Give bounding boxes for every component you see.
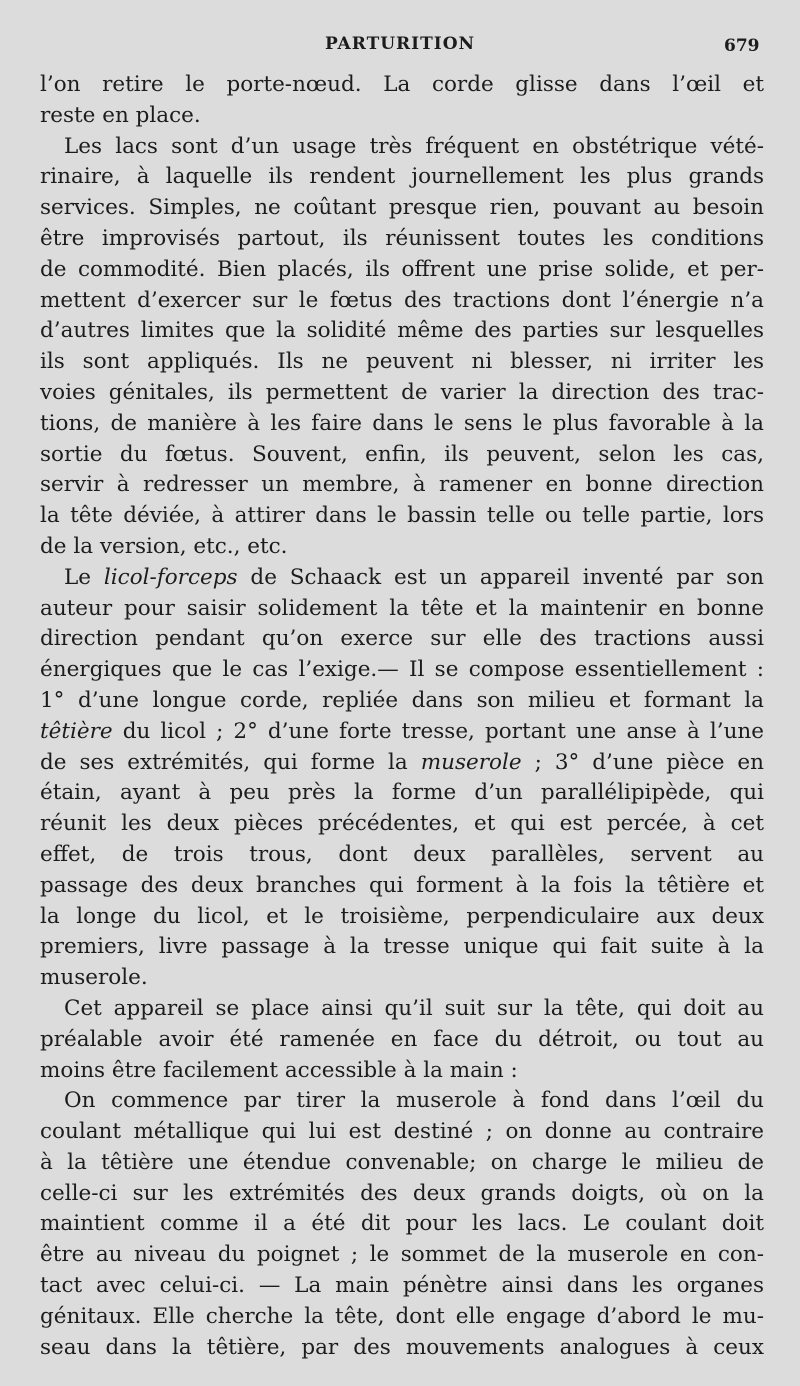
line-text: de commodité. Bien placés, ils offrent une prise solide, et per- (40, 256, 764, 282)
text-line (40, 963, 764, 994)
text-line (40, 70, 764, 101)
line-text-after: ; 3° d’une pièce en (521, 749, 764, 775)
line-text: auteur pour saisir solidement la tête et la maintenir en bonne (40, 595, 764, 621)
italic-term: muserole (420, 749, 522, 775)
text-line (40, 748, 764, 779)
line-text: Le (64, 564, 104, 590)
text-line (40, 255, 764, 286)
text-line (40, 1333, 764, 1364)
line-text: muserole. (40, 965, 148, 991)
line-text: la tête déviée, à attirer dans le bassin telle ou telle partie, lors (40, 503, 764, 529)
line-text: rinaire, à laquelle ils rendent journellement les plus grands (40, 164, 764, 190)
line-text: énergiques que le cas l’exige.— Il se compose essentiellement : (40, 657, 764, 683)
line-text: mettent d’exercer sur le fœtus des tractions dont l’énergie n’a (40, 287, 764, 313)
text-line (40, 594, 764, 625)
line-text: premiers, livre passage à la tresse unique qui fait suite à la (40, 934, 764, 960)
text-line (40, 1240, 764, 1271)
line-text: servir à redresser un membre, à ramener en bonne direction (40, 472, 764, 498)
text-line (40, 316, 764, 347)
line-text: l’on retire le porte-nœud. La corde glisse dans l’œil et (40, 72, 764, 97)
text-line (40, 224, 764, 255)
line-text: celle-ci sur les extrémités des deux grands doigts, où on la (40, 1180, 764, 1206)
line-text: reste en place. (40, 102, 201, 128)
line-text: maintient comme il a été dit pour les lacs. Le coulant doit (40, 1211, 764, 1237)
text-line (40, 470, 764, 501)
text-line (40, 101, 764, 132)
line-text: à la têtière une étendue convenable; on charge le milieu de (40, 1149, 764, 1175)
running-title: PARTURITION (325, 34, 476, 54)
text-line (40, 809, 764, 840)
line-text: coulant métallique qui lui est destiné ; on donne au contraire (40, 1119, 764, 1145)
text-line (40, 1302, 764, 1333)
line-text: génitaux. Elle cherche la tête, dont elle engage d’abord le mu- (40, 1303, 764, 1329)
text-line (40, 286, 764, 317)
line-text: étain, ayant à peu près la forme d’un parallélipipède, qui (40, 780, 764, 806)
line-text-after: de Schaack est un appareil inventé par son (237, 564, 764, 590)
text-line (40, 902, 764, 933)
italic-term: licol-forceps (103, 564, 238, 590)
line-text: services. Simples, ne coûtant presque rien, pouvant au besoin (40, 195, 764, 221)
text-line (40, 1086, 764, 1117)
line-text: la longe du licol, et le troisième, perpendiculaire aux deux (40, 903, 764, 929)
text-line (40, 378, 764, 409)
page-number: 679 (724, 36, 760, 56)
line-text: réunit les deux pièces précédentes, et qui est percée, à cet (40, 811, 764, 837)
text-line (40, 655, 764, 686)
line-text: d’autres limites que la solidité même des parties sur lesquelles (40, 318, 764, 344)
line-text: passage des deux branches qui forment à la fois la têtière et (40, 872, 764, 898)
text-line (40, 717, 764, 748)
text-line (40, 132, 764, 163)
line-text: être improvisés partout, ils réunissent toutes les conditions (40, 225, 764, 251)
line-text: Les lacs sont d’un usage très fréquent en obstétrique vété- (64, 133, 764, 159)
text-line (40, 686, 764, 717)
text-line (40, 1025, 764, 1056)
italic-term: têtière (40, 718, 113, 744)
running-head (0, 34, 800, 58)
line-text: préalable avoir été ramenée en face du détroit, ou tout au (40, 1026, 764, 1052)
text-line (40, 1209, 764, 1240)
text-line (40, 501, 764, 532)
text-line (40, 778, 764, 809)
line-text: effet, de trois trous, dont deux parallèles, servent au (40, 841, 764, 867)
line-text: être au niveau du poignet ; le sommet de la muserole en con- (40, 1242, 764, 1268)
text-line (40, 871, 764, 902)
text-line (40, 409, 764, 440)
line-text: voies génitales, ils permettent de varier la direction des trac- (40, 379, 764, 405)
line-text: moins être facilement accessible à la main : (40, 1057, 518, 1083)
line-text: Cet appareil se place ainsi qu’il suit sur la tête, qui doit au (64, 995, 764, 1021)
line-text: de ses extrémités, qui forme la (40, 749, 421, 775)
text-line (40, 347, 764, 378)
line-text: 1° d’une longue corde, repliée dans son milieu et formant la (40, 687, 764, 713)
text-line (40, 193, 764, 224)
text-line (40, 840, 764, 871)
text-line (40, 994, 764, 1025)
line-text: On commence par tirer la muserole à fond dans l’œil du (64, 1088, 764, 1114)
text-line (40, 162, 764, 193)
line-text: seau dans la têtière, par des mouvements analogues à ceux (40, 1334, 764, 1360)
text-line (40, 1271, 764, 1302)
text-line (40, 624, 764, 655)
text-line (40, 1056, 764, 1087)
text-line (40, 1117, 764, 1148)
text-line (40, 440, 764, 471)
text-line (40, 563, 764, 594)
line-text: tact avec celui-ci. — La main pénètre ainsi dans les organes (40, 1273, 764, 1299)
line-text-after: du licol ; 2° d’une forte tresse, portant une anse à l’une (112, 718, 764, 744)
line-text: direction pendant qu’on exerce sur elle des tractions aussi (40, 626, 764, 652)
body-text (40, 70, 764, 1363)
line-text: ils sont appliqués. Ils ne peuvent ni blesser, ni irriter les (40, 349, 764, 375)
text-line (40, 932, 764, 963)
text-line (40, 532, 764, 563)
text-line (40, 1179, 764, 1210)
line-text: de la version, etc., etc. (40, 533, 288, 559)
line-text: tions, de manière à les faire dans le sens le plus favorable à la (40, 410, 764, 436)
line-text: sortie du fœtus. Souvent, enfin, ils peuvent, selon les cas, (40, 441, 764, 467)
text-line (40, 1148, 764, 1179)
